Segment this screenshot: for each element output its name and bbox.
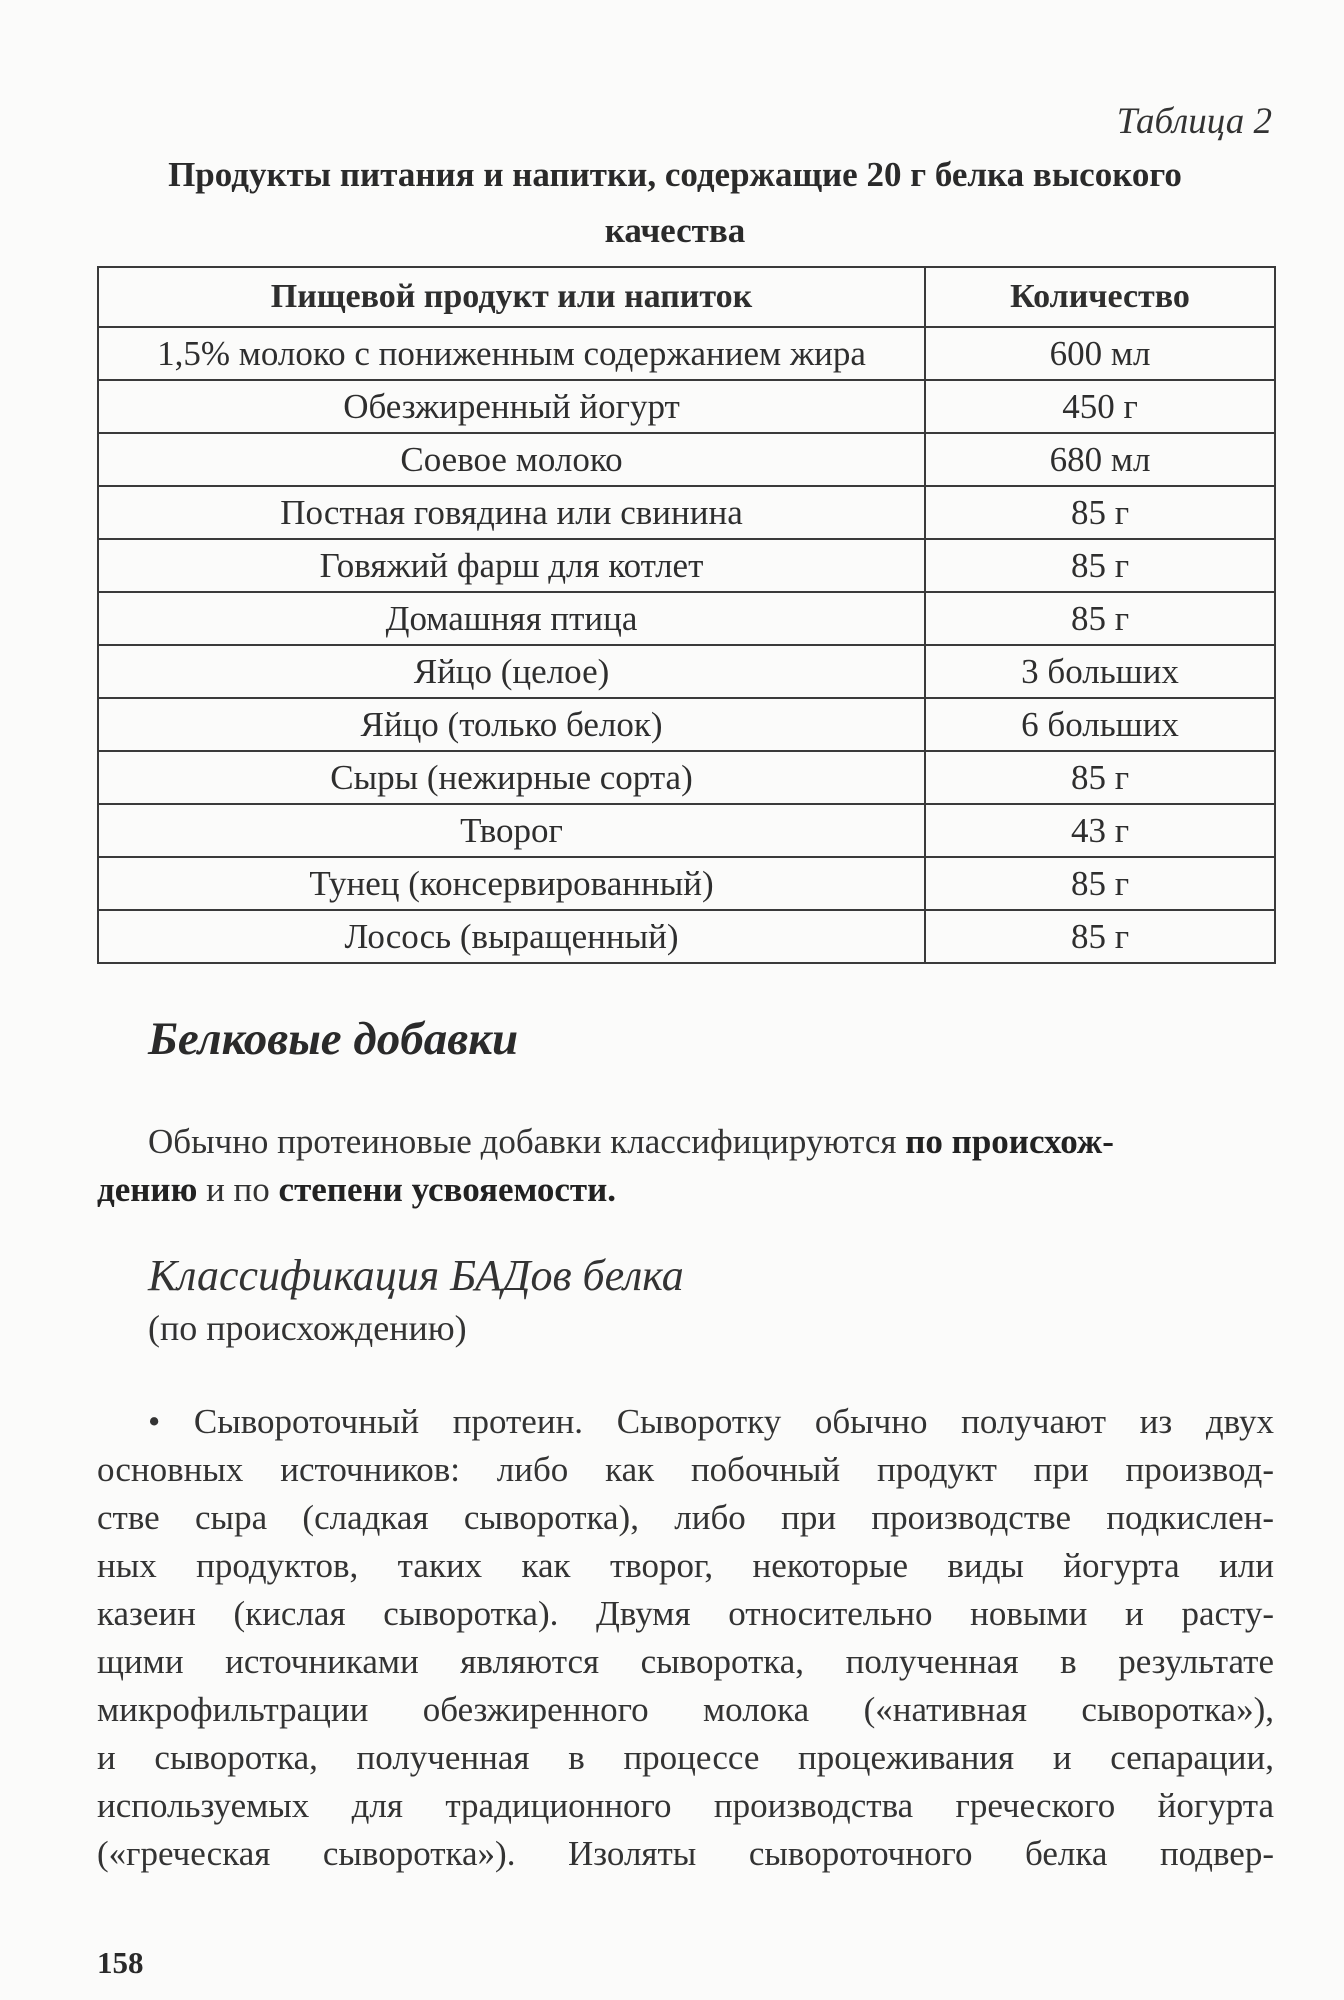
quantity-cell: 680 мл: [925, 433, 1275, 486]
product-cell: Сыры (нежирные сорта): [98, 751, 925, 804]
table-row: [98, 539, 1275, 592]
product-cell: Постная говядина или свинина: [98, 486, 925, 539]
table-title-line-1: Продукты питания и напитки, содержащие 20 г белка высокого: [168, 155, 1182, 194]
quantity-cell: 85 г: [925, 539, 1275, 592]
column-header-quantity: Количество: [925, 267, 1275, 327]
quantity-cell: 85 г: [925, 486, 1275, 539]
intro-text-2: и по: [197, 1170, 279, 1209]
table-body: [98, 327, 1275, 963]
table-row: [98, 698, 1275, 751]
whey-paragraph: [97, 1398, 1274, 1878]
paragraph-line: ных продуктов, таких как творог, некоторые виды йогурта или: [97, 1546, 1274, 1585]
table-title-line-2: качества: [604, 211, 746, 250]
product-cell: Тунец (консервированный): [98, 857, 925, 910]
paragraph-line: основных источников: либо как побочный продукт при производ-: [97, 1450, 1274, 1489]
table-row: [98, 486, 1275, 539]
table-label: Таблица 2: [1116, 101, 1272, 142]
table-row: [98, 910, 1275, 963]
paragraph-line: («греческая сыворотка»). Изоляты сывороточного белка подвер-: [97, 1834, 1274, 1873]
table-row: [98, 645, 1275, 698]
product-cell: Яйцо (целое): [98, 645, 925, 698]
product-cell: Домашняя птица: [98, 592, 925, 645]
product-cell: Творог: [98, 804, 925, 857]
sub-heading: Классификация БАДов белка: [148, 1251, 684, 1300]
quantity-cell: 85 г: [925, 751, 1275, 804]
table-row: [98, 592, 1275, 645]
paragraph-line: щими источниками являются сыворотка, полученная в результате: [97, 1642, 1274, 1681]
product-cell: 1,5% молоко с пониженным содержанием жира: [98, 327, 925, 380]
quantity-cell: 600 мл: [925, 327, 1275, 380]
product-cell: Говяжий фарш для котлет: [98, 539, 925, 592]
intro-bold-origin: по происхож-: [905, 1122, 1114, 1161]
table-row: [98, 327, 1275, 380]
quantity-cell: 85 г: [925, 592, 1275, 645]
intro-bold-digestibility: степени усвояемости.: [278, 1170, 617, 1209]
quantity-cell: 6 больших: [925, 698, 1275, 751]
intro-bold-origin-end: дению: [97, 1170, 198, 1209]
paragraph-line: используемых для традиционного производства греческого йогурта: [97, 1786, 1274, 1825]
quantity-cell: 85 г: [925, 910, 1275, 963]
intro-paragraph: [97, 1118, 1274, 1214]
paragraph-line: казеин (кислая сыворотка). Двумя относительно новыми и расту-: [97, 1594, 1274, 1633]
product-cell: Обезжиренный йогурт: [98, 380, 925, 433]
product-cell: Лосось (выращенный): [98, 910, 925, 963]
paragraph-line: • Сывороточный протеин. Сыворотку обычно получают из двух: [148, 1402, 1274, 1441]
table-row: [98, 751, 1275, 804]
table-row: [98, 804, 1275, 857]
product-cell: Яйцо (только белок): [98, 698, 925, 751]
paragraph-line: и сыворотка, полученная в процессе процеживания и сепарации,: [97, 1738, 1274, 1777]
paragraph-line: микрофильтрации обезжиренного молока («нативная сыворотка»),: [97, 1690, 1274, 1729]
section-heading: Белковые добавки: [148, 1013, 519, 1065]
intro-text-1: Обычно протеиновые добавки классифицируются: [148, 1122, 906, 1161]
product-cell: Соевое молоко: [98, 433, 925, 486]
column-header-product: Пищевой продукт или напиток: [98, 267, 925, 327]
table-title: [120, 147, 1230, 259]
quantity-cell: 450 г: [925, 380, 1275, 433]
table-row: [98, 433, 1275, 486]
table-header-row: [98, 267, 1275, 327]
quantity-cell: 43 г: [925, 804, 1275, 857]
quantity-cell: 85 г: [925, 857, 1275, 910]
table-row: [98, 380, 1275, 433]
protein-foods-table: [97, 266, 1276, 964]
paragraph-line: стве сыра (сладкая сыворотка), либо при производстве подкислен-: [97, 1498, 1274, 1537]
page-number: 158: [97, 1945, 144, 1980]
quantity-cell: 3 больших: [925, 645, 1275, 698]
sub-heading-note: (по происхождению): [148, 1308, 467, 1348]
table-row: [98, 857, 1275, 910]
